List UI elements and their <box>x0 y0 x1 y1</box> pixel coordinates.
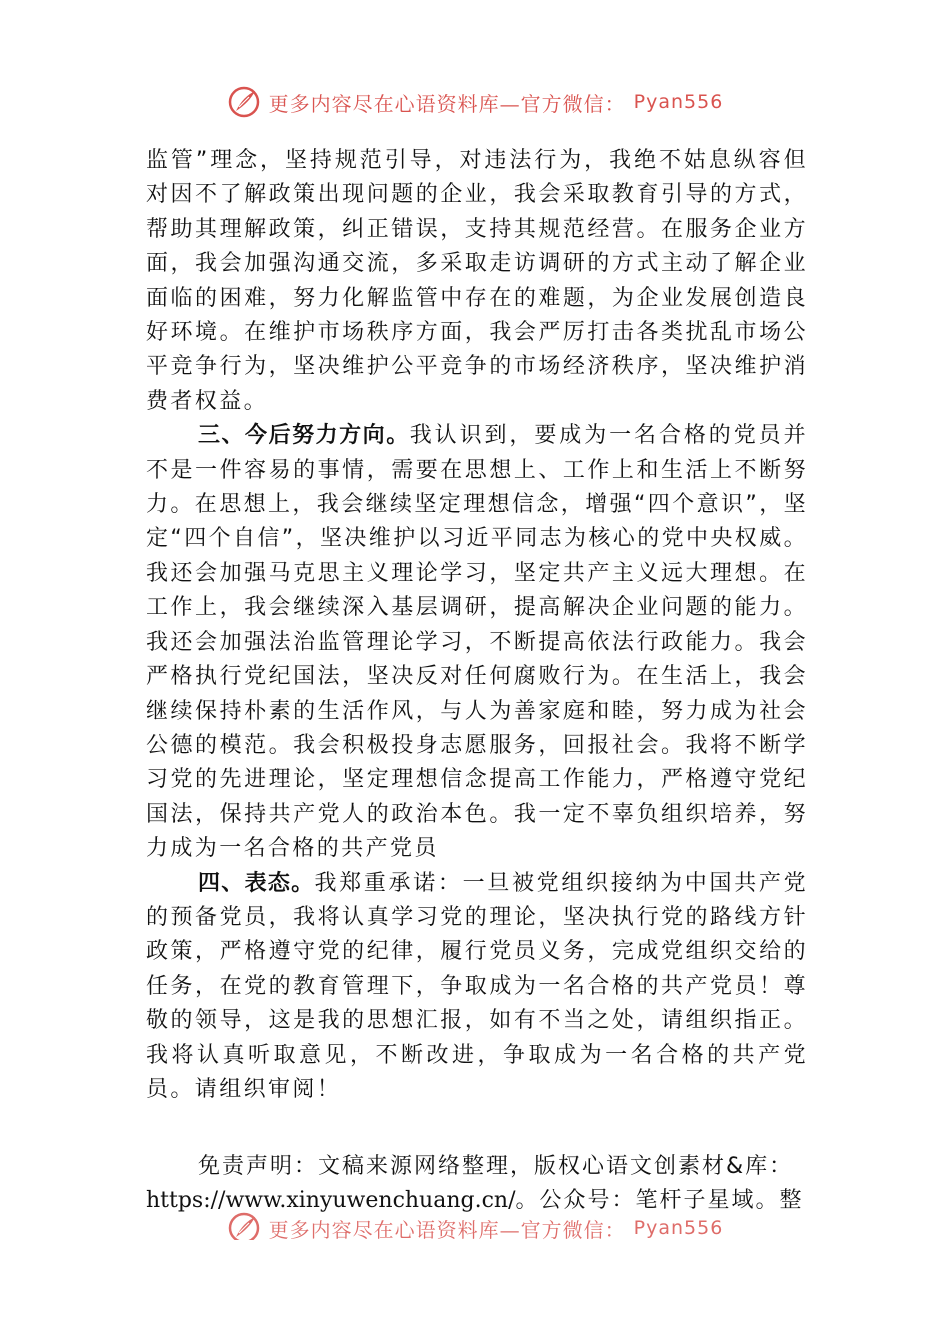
watermark-text: 更多内容尽在心语资料库—官方微信： <box>268 91 626 116</box>
feather-logo-icon <box>227 85 261 119</box>
section-3-text: 我认识到，要成为一名合格的党员并不是一件容易的事情，需要在思想上、工作上和生活上不断努力。在思想上，我会继续坚定理想信念，增强“四个意识”，坚定“四个自信”，坚决维护以习近平同志为核心的党中央权威。我还会加强马克思主义理论学习，坚定共产主义远大理想。在工作上，我会继续深入基层调研，提高解决企业问题的能力。我还会加强法治监管理论学习，不断提高依法行政能力。我会严格执行党纪国法，坚决反对任何腐败行为。在生活上，我会继续保持朴素的生活作风，与人为善家庭和睦，努力成为社会公德的模范。我会积极投身志愿服务，回报社会。我将不断学习党的先进理论，坚定理想信念提高工作能力，严格遵守党纪国法，保持共产党人的政治本色。我一定不辜负组织培养，努力成为一名合格的共产党员 <box>146 423 808 862</box>
footer-watermark <box>0 1204 950 1240</box>
paragraph-continuation: 监管”理念，坚持规范引导，对违法行为，我绝不姑息纵容但对因不了解政策出现问题的企业，我会采取教育引导的方式，帮助其理解政策，纠正错误，支持其规范经营。在服务企业方面，我会加强沟通交流，多采取走访调研的方式主动了解企业面临的困难，努力化解监管中存在的难题，为企业发展创造良好环境。在维护市场秩序方面，我会严厉打击各类扰乱市场公平竞争行为，坚决维护公平竞争的市场经济秩序，坚决维护消费者权益。 <box>146 148 808 414</box>
section-4-text: 我郑重承诺：一旦被党组织接纳为中国共产党的预备党员，我将认真学习党的理论，坚决执行党的路线方针政策，严格遵守党的纪律，履行党员义务，完成党组织交给的任务，在党的教育管理下，争取成为一名合格的共产党员！尊敬的领导，这是我的思想汇报，如有不当之处，请组织指正。我将认真听取意见，不断改进，争取成为一名合格的共产党员。请组织审阅！ <box>146 870 808 1102</box>
watermark-wechat-id: Pyan556 <box>633 1217 724 1239</box>
document-body <box>146 144 808 1107</box>
watermark-wechat-id: Pyan556 <box>633 91 724 113</box>
section-4-heading: 四、表态。 <box>198 870 315 896</box>
watermark-text: 更多内容尽在心语资料库—官方微信： <box>268 1217 626 1240</box>
header-watermark <box>0 82 950 122</box>
disclaimer-link[interactable]: https://www.xinyuwenchuang.cn/ <box>146 1188 516 1213</box>
disclaimer-prefix: 免责声明：文稿来源网络整理，版权心语文创素材&库： <box>198 1154 794 1179</box>
section-3-paragraph <box>146 419 808 866</box>
section-4-paragraph <box>146 867 808 1108</box>
disclaimer-suffix: 。公众号：笔杆子星域。整 <box>515 1188 804 1213</box>
feather-logo-icon <box>227 1211 261 1240</box>
section-3-heading: 三、今后努力方向。 <box>198 423 410 449</box>
